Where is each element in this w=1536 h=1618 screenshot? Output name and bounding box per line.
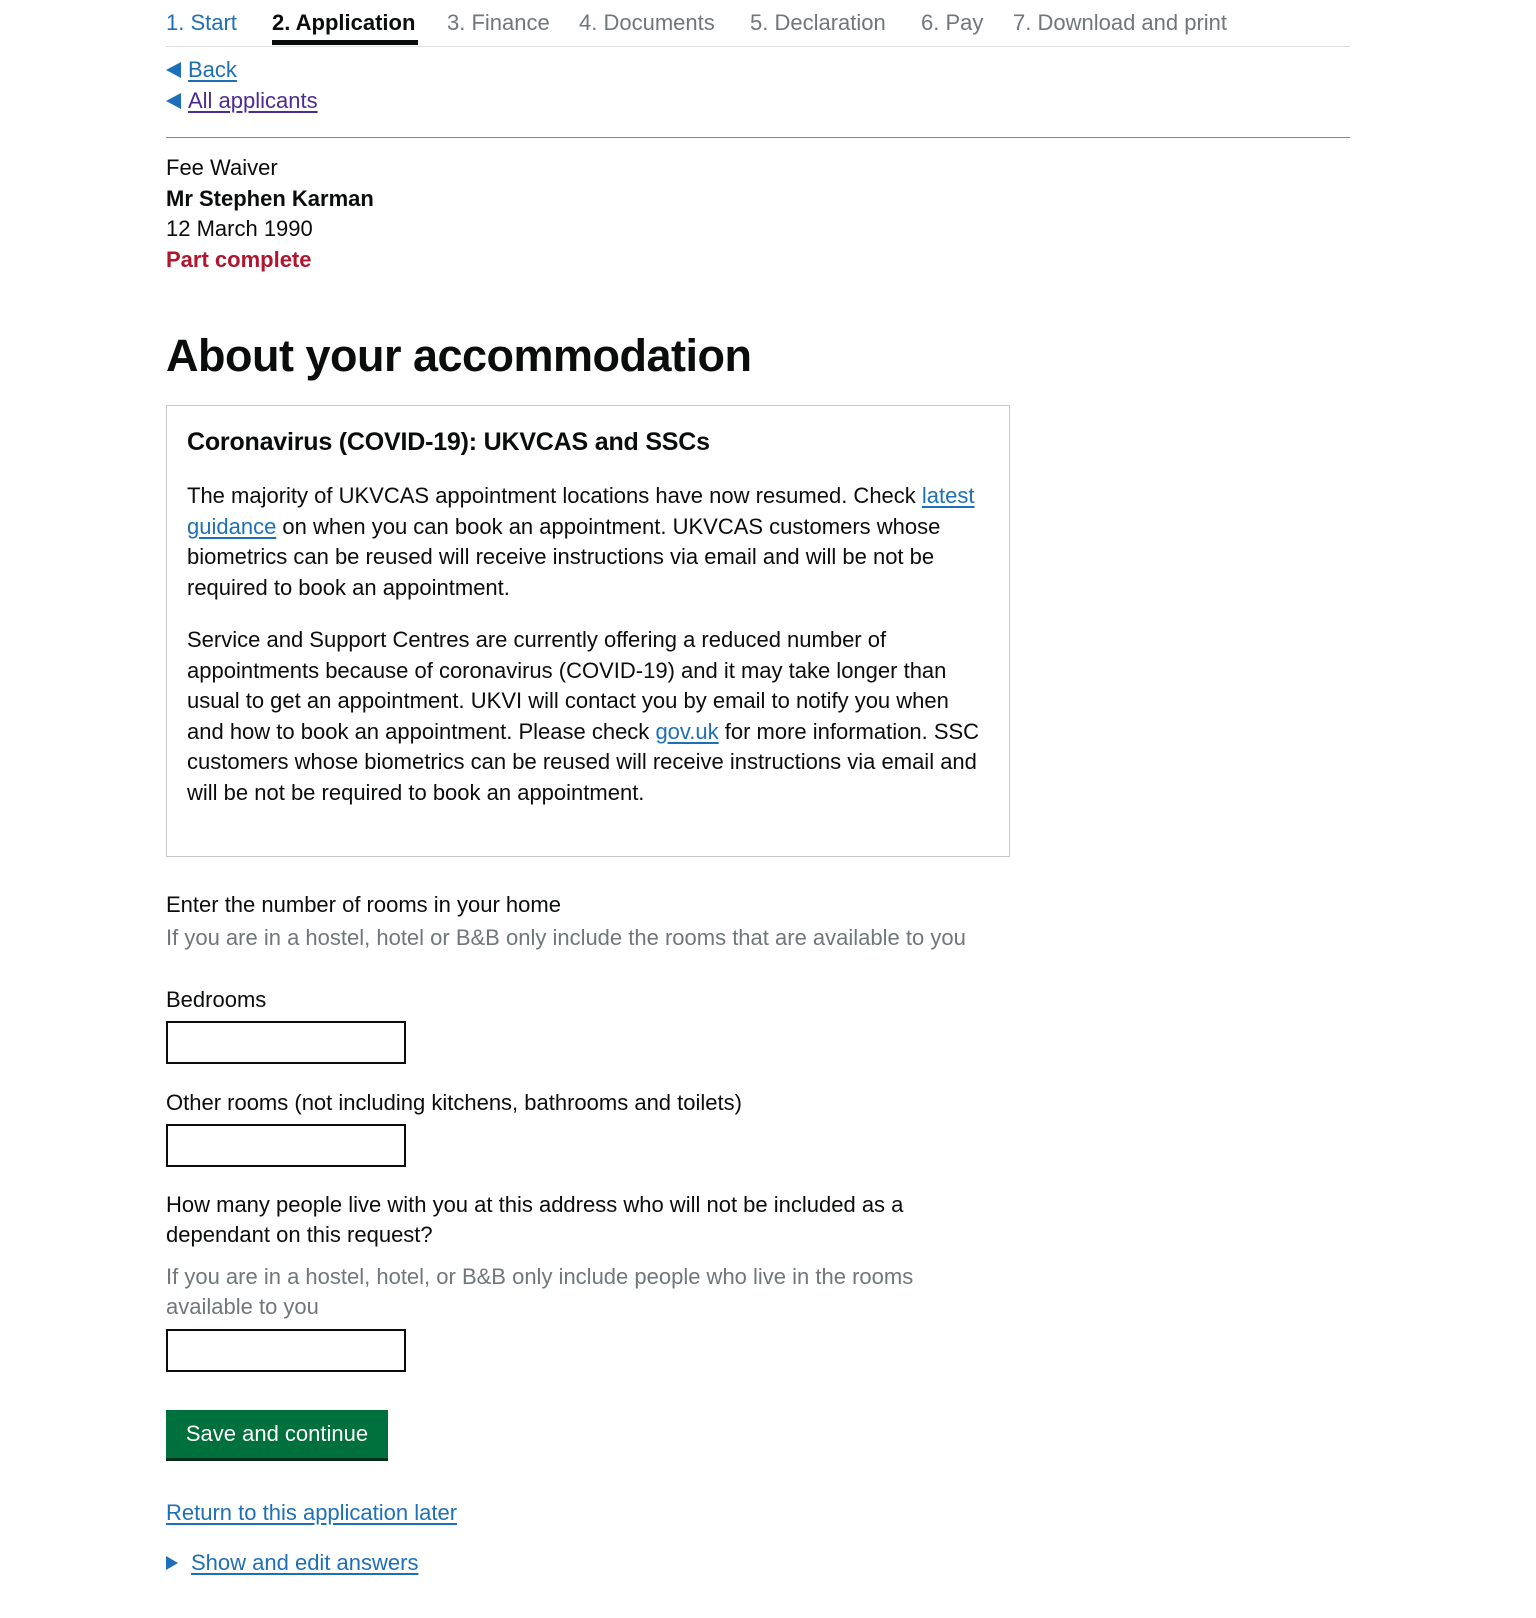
notice-paragraph-ssc: Service and Support Centres are currently offering a reduced number of appointments because of coronavirus (COVID-19) and it may take longer than usual to get an appointment. UKVI will contact you by email to notify you when and how to book an appointment. Please check gov.uk for more information. SSC customers whose biometrics can be reused will receive instructions via email and will be not be required to book an appointment. (187, 627, 980, 805)
other-rooms-label: Other rooms (not including kitchens, bathrooms and toilets) (166, 1090, 742, 1115)
current-step-indicator (272, 40, 418, 45)
step-pay: 6. Pay (921, 10, 984, 35)
back-link[interactable]: Back (188, 57, 237, 82)
disclosure-triangle-icon (166, 1556, 178, 1570)
bedrooms-input[interactable] (166, 1021, 406, 1064)
save-continue-button[interactable]: Save and continue (166, 1410, 388, 1458)
step-nav (166, 0, 1350, 47)
covid-notice-panel (166, 405, 1010, 857)
notice-heading: Coronavirus (COVID-19): UKVCAS and SSCs (187, 428, 710, 456)
step-application[interactable]: 2. Application (272, 10, 416, 35)
people-count-input[interactable] (166, 1329, 406, 1372)
people-hint: If you are in a hostel, hotel, or B&B only include people who live in the rooms available to you (166, 1264, 914, 1319)
page-title: About your accommodation (166, 330, 752, 381)
section-divider (166, 137, 1350, 138)
step-start[interactable]: 1. Start (166, 10, 237, 35)
notice-paragraph-ukvcas: The majority of UKVCAS appointment locations have now resumed. Check latest guidance on when you can book an appointment. UKVCAS customers whose biometrics can be reused will receive instructions via email and will be not be required to book an appointment. (187, 483, 975, 600)
back-arrow-icon (166, 93, 181, 109)
all-applicants-link-row (166, 86, 318, 116)
show-edit-answers-link[interactable]: Show and edit answers (191, 1550, 419, 1575)
rooms-question-label: Enter the number of rooms in your home (166, 892, 561, 917)
people-question-label: How many people live with you at this address who will not be included as a dependant on this request? (166, 1192, 904, 1247)
other-rooms-input[interactable] (166, 1124, 406, 1167)
step-documents: 4. Documents (579, 10, 715, 35)
step-declaration: 5. Declaration (750, 10, 886, 35)
bedrooms-label: Bedrooms (166, 987, 267, 1012)
status-badge: Part complete (166, 247, 312, 272)
latest-guidance-link[interactable]: latest guidance (187, 483, 975, 539)
gov-uk-link[interactable]: gov.uk (655, 718, 719, 744)
return-later-link[interactable]: Return to this application later (166, 1500, 458, 1525)
show-edit-answers-toggle[interactable] (166, 1548, 418, 1578)
applicant-name: Mr Stephen Karman (166, 186, 374, 211)
rooms-hint: If you are in a hostel, hotel or B&B only include the rooms that are available to you (166, 925, 966, 950)
step-finance: 3. Finance (447, 10, 550, 35)
all-applicants-link[interactable]: All applicants (188, 88, 318, 113)
applicant-dob: 12 March 1990 (166, 216, 313, 241)
application-type: Fee Waiver (166, 155, 278, 180)
step-download-print: 7. Download and print (1013, 10, 1228, 35)
back-arrow-icon (166, 62, 181, 78)
back-link-row (166, 55, 237, 85)
